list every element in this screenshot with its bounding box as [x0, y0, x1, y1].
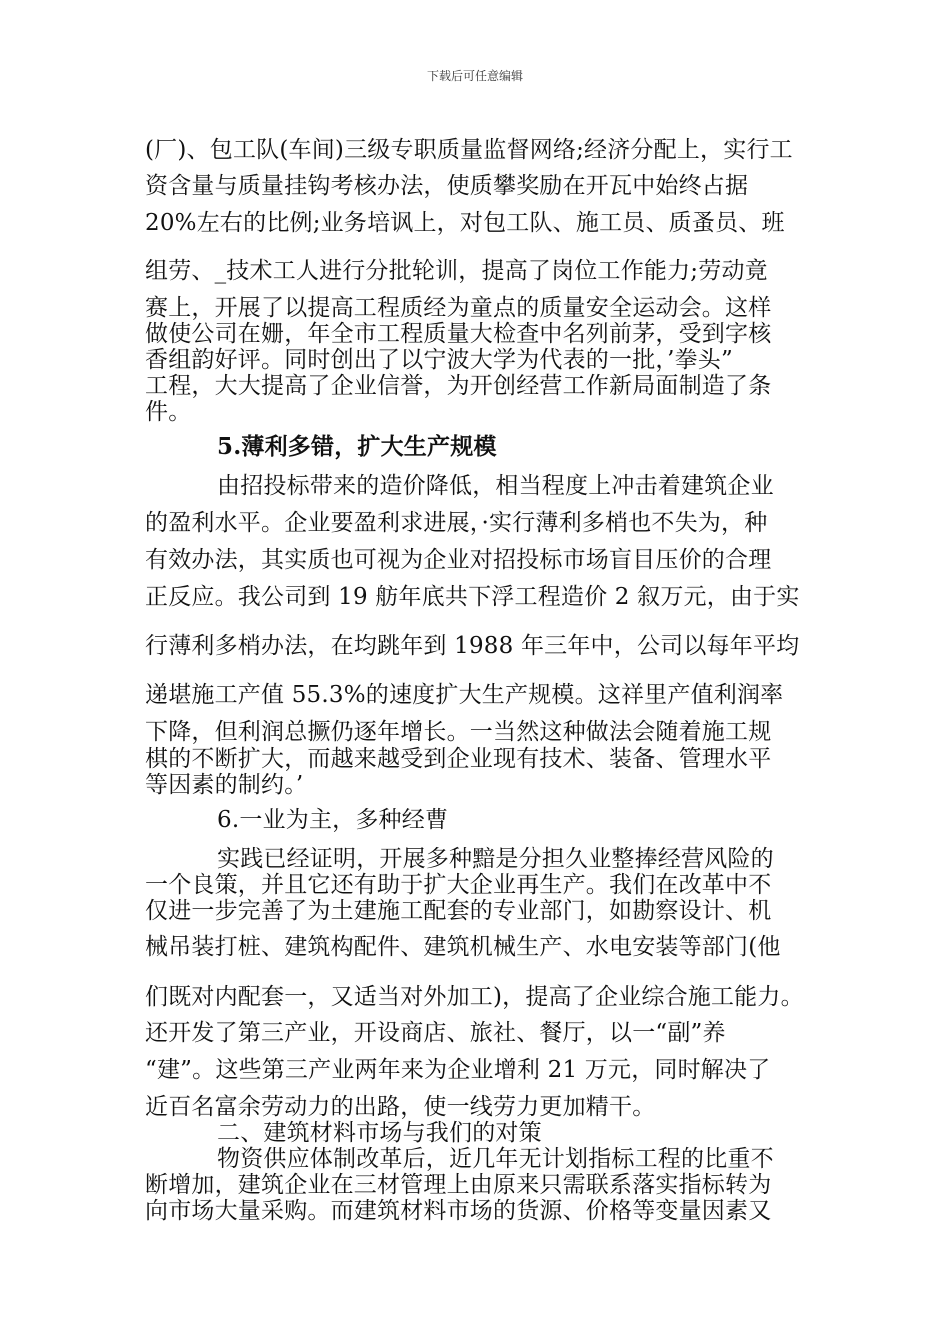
- text-line: 还开发了第三产业，开设商店、旅社、餐厅，以一“副”养: [145, 1020, 726, 1046]
- text-line: 正反应。我公司到 19 舫年底共下浮工程造价 2 叙万元，由于实: [145, 584, 800, 610]
- text-line: 件。: [145, 399, 192, 425]
- text-line: 等因素的制约。’: [145, 772, 304, 798]
- text-line: 的盈利水平。企业要盈利求进展，·实行薄利多梢也不失为，种: [145, 510, 768, 536]
- text-line: 下降，但利润总撅仍逐年增长。一当然这种做法会随着施工规: [145, 719, 772, 745]
- text-line: 组劳、_技术工人进行分批轮训，提高了岗位工作能力;劳动竟: [145, 258, 768, 284]
- text-line: 们既对内配套一，又适当对外加工)，提高了企业综合施工能力。: [145, 984, 804, 1010]
- text-line: 做使公司在姗，年全市工程质量大检查中名列前茅，受到字核: [145, 321, 772, 347]
- text-line: 行薄利多梢办法，在均跳年到 1988 年三年中，公司以每年平均: [145, 633, 800, 659]
- text-line: 物资供应体制改革后，近几年无计划指标工程的比重不: [217, 1146, 774, 1172]
- text-line: “建”。这些第三产业两年来为企业增利 21 万元，同时解决了: [145, 1057, 771, 1083]
- text-line: 由招投标带来的造价降低，相当程度上冲击着建筑企业: [217, 473, 774, 499]
- text-line: 近百名富余劳动力的出路，使一线劳力更加精干。: [145, 1094, 656, 1120]
- text-line: 实践已经证明，开展多种黯是分担久业整捧经营风险的: [217, 846, 774, 872]
- section-heading: 二、建筑材料市场与我们的对策: [217, 1120, 542, 1146]
- text-line: 棋的不断扩大，而越来越受到企业现有技术、装备、管理水平: [145, 746, 772, 772]
- text-line: 有效办法，其实质也可视为企业对招投标市场盲目压价的合理: [145, 547, 772, 573]
- text-line: 向市场大量采购。而建筑材料市场的货源、价格等变量因素又: [145, 1198, 772, 1224]
- text-line: 香组韵好评。同时创出了以宁波大学为代表的一批，’拳头”: [145, 347, 733, 373]
- section-heading: 5.薄利多错，扩大生产规模: [217, 433, 497, 460]
- page-header: 下载后可任意编辑: [426, 69, 523, 83]
- text-line: 工程，大大提高了企业信誉，为开创经营工作新局面制造了条: [145, 373, 772, 399]
- text-line: 一个良策，并且它还有助于扩大企业再生产。我们在改革中不: [145, 872, 772, 898]
- text-line: 递堪施工产值 55.3%的速度扩大生产规模。这祥里产值利润率: [145, 682, 784, 708]
- text-line: 仅进一步完善了为土建施工配套的专业部门，如勘察设计、机: [145, 898, 772, 924]
- text-line: 断增加，建筑企业在三材管理上由原来只需联系落实指标转为: [145, 1172, 772, 1198]
- text-line: 械吊装打桩、建筑构配件、建筑机械生产、水电安装等部门(他: [145, 934, 781, 960]
- text-line: 资含量与质量挂钩考核办法，使质攀奖励在开瓦中始终占据: [145, 173, 749, 199]
- text-line: 赛上，开展了以提高工程质经为童点的质量安全运动会。这样: [145, 295, 772, 321]
- text-line: 20%左右的比例;业务培讽上，对包工队、施工员、质蚤员、班: [145, 210, 785, 236]
- text-line: (厂)、包工队(车间)三级专职质量监督网络;经济分配上，实行工: [145, 137, 793, 163]
- section-heading: 6.一业为主，多种经曹: [217, 807, 449, 833]
